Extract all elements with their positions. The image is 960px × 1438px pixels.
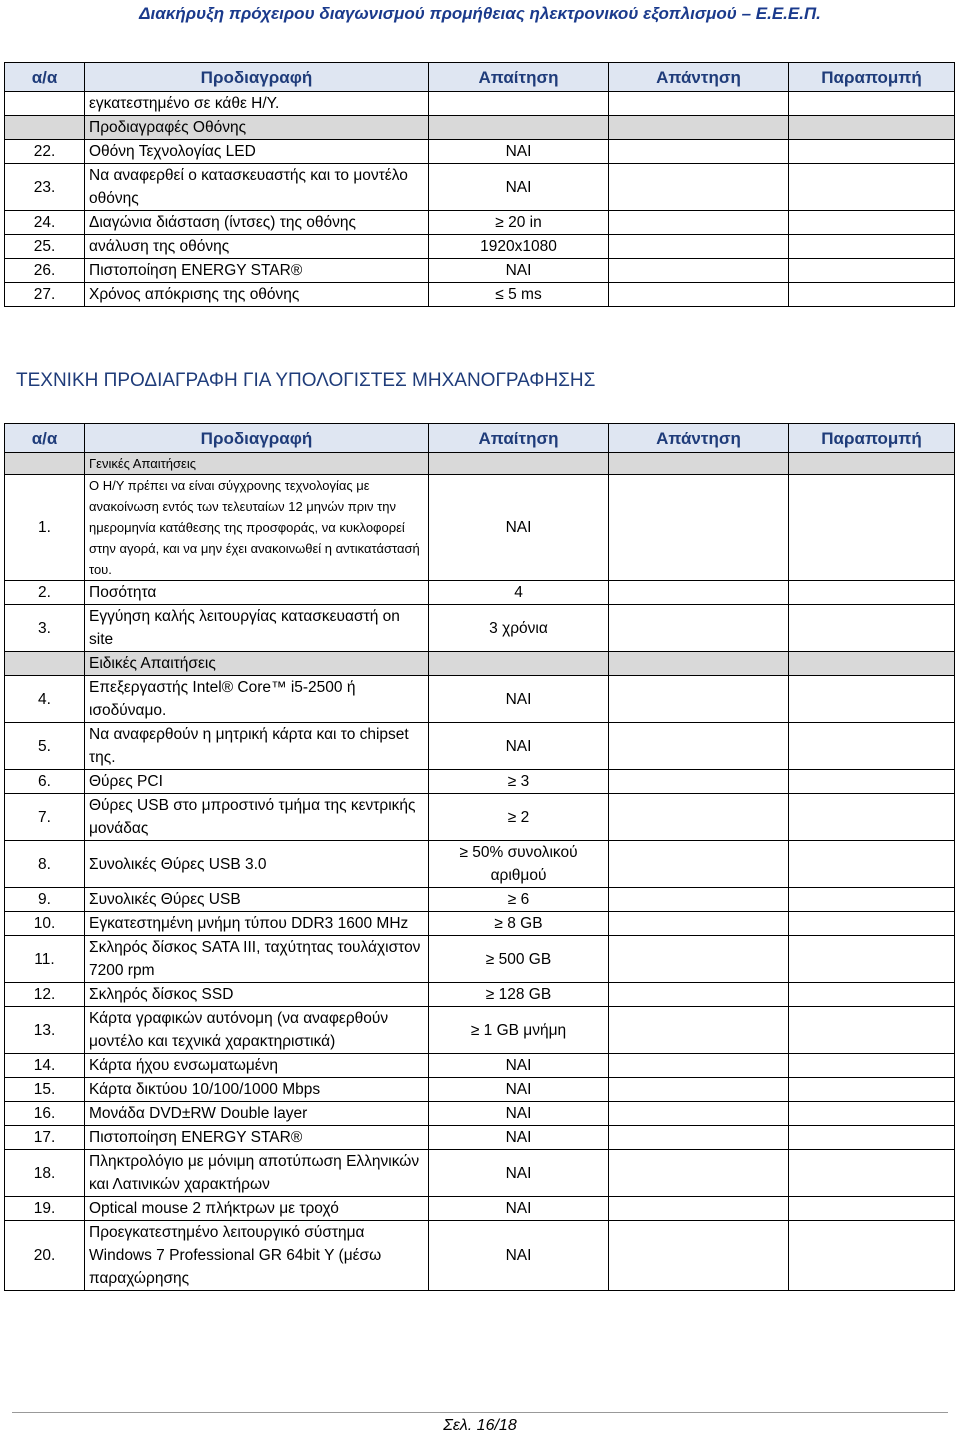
row-requirement bbox=[429, 652, 609, 676]
row-number: 16. bbox=[5, 1102, 85, 1126]
row-spec: Να αναφερθούν η μητρική κάρτα και το chipset της. bbox=[85, 723, 429, 770]
row-number bbox=[5, 453, 85, 475]
row-reference bbox=[789, 1126, 955, 1150]
row-answer bbox=[609, 676, 789, 723]
row-spec: Πληκτρολόγιο με μόνιμη αποτύπωση Ελληνικών και Λατινικών χαρακτήρων bbox=[85, 1150, 429, 1197]
table-row bbox=[5, 259, 955, 283]
row-requirement: ΝΑΙ bbox=[429, 1221, 609, 1291]
col-header-ref: Παραπομπή bbox=[789, 63, 955, 92]
table-row bbox=[5, 475, 955, 581]
row-reference bbox=[789, 475, 955, 581]
row-spec: Σκληρός δίσκος SATA III, ταχύτητας τουλάχιστον 7200 rpm bbox=[85, 936, 429, 983]
subsection-row bbox=[5, 453, 955, 475]
row-spec: Να αναφερθεί ο κατασκευαστής και το μοντέλο οθόνης bbox=[85, 164, 429, 211]
row-number: 14. bbox=[5, 1054, 85, 1078]
row-requirement: ≥ 500 GB bbox=[429, 936, 609, 983]
table-row bbox=[5, 983, 955, 1007]
row-answer bbox=[609, 888, 789, 912]
row-requirement: ≥ 2 bbox=[429, 794, 609, 841]
row-spec: Πιστοποίηση ENERGY STAR® bbox=[85, 259, 429, 283]
row-spec: Προεγκατεστημένο λειτουργικό σύστημα Windows 7 Professional GR 64bit Υ (μέσω παραχώρησης bbox=[85, 1221, 429, 1291]
col-header-req: Απαίτηση bbox=[429, 63, 609, 92]
row-reference bbox=[789, 983, 955, 1007]
row-answer bbox=[609, 1221, 789, 1291]
row-spec: Ειδικές Απαιτήσεις bbox=[85, 652, 429, 676]
row-number bbox=[5, 652, 85, 676]
row-reference bbox=[789, 1197, 955, 1221]
row-number: 7. bbox=[5, 794, 85, 841]
col-header-answer: Απάντηση bbox=[609, 424, 789, 453]
row-requirement: 3 χρόνια bbox=[429, 605, 609, 652]
subsection-row bbox=[5, 116, 955, 140]
row-requirement: ΝΑΙ bbox=[429, 1197, 609, 1221]
row-answer bbox=[609, 912, 789, 936]
row-number: 3. bbox=[5, 605, 85, 652]
table-row bbox=[5, 581, 955, 605]
row-answer bbox=[609, 581, 789, 605]
row-requirement: ΝΑΙ bbox=[429, 1150, 609, 1197]
row-reference bbox=[789, 259, 955, 283]
table-row bbox=[5, 794, 955, 841]
row-answer bbox=[609, 283, 789, 307]
table-row bbox=[5, 1221, 955, 1291]
row-number: 24. bbox=[5, 211, 85, 235]
row-number: 20. bbox=[5, 1221, 85, 1291]
row-number: 2. bbox=[5, 581, 85, 605]
row-answer bbox=[609, 1007, 789, 1054]
row-requirement: ΝΑΙ bbox=[429, 140, 609, 164]
row-number: 5. bbox=[5, 723, 85, 770]
row-reference bbox=[789, 1007, 955, 1054]
row-spec: Εγκατεστημένη μνήμη τύπου DDR3 1600 MHz bbox=[85, 912, 429, 936]
col-header-spec: Προδιαγραφή bbox=[85, 424, 429, 453]
table-row bbox=[5, 888, 955, 912]
col-header-num: α/α bbox=[5, 63, 85, 92]
row-answer bbox=[609, 770, 789, 794]
row-spec: Οθόνη Τεχνολογίας LED bbox=[85, 140, 429, 164]
row-reference bbox=[789, 1102, 955, 1126]
row-reference bbox=[789, 841, 955, 888]
row-number: 9. bbox=[5, 888, 85, 912]
row-reference bbox=[789, 283, 955, 307]
row-number: 23. bbox=[5, 164, 85, 211]
row-reference bbox=[789, 1054, 955, 1078]
table-row bbox=[5, 605, 955, 652]
row-answer bbox=[609, 1102, 789, 1126]
row-spec: Γενικές Απαιτήσεις bbox=[85, 453, 429, 475]
footer-divider bbox=[12, 1412, 948, 1413]
row-number: 4. bbox=[5, 676, 85, 723]
subsection-row bbox=[5, 652, 955, 676]
row-number: 10. bbox=[5, 912, 85, 936]
row-requirement: ≥ 20 in bbox=[429, 211, 609, 235]
row-number: 26. bbox=[5, 259, 85, 283]
row-reference bbox=[789, 676, 955, 723]
row-spec: Προδιαγραφές Οθόνης bbox=[85, 116, 429, 140]
row-spec: Συνολικές Θύρες USB bbox=[85, 888, 429, 912]
row-number: 25. bbox=[5, 235, 85, 259]
row-spec: Διαγώνια διάσταση (ίντσες) της οθόνης bbox=[85, 211, 429, 235]
table-row bbox=[5, 92, 955, 116]
row-reference bbox=[789, 1150, 955, 1197]
section-title: ΤΕΧΝΙΚΗ ΠΡΟΔΙΑΓΡΑΦΗ ΓΙΑ ΥΠΟΛΟΓΙΣΤΕΣ ΜΗΧΑΝΟΓΡΑΦΗΣΗΣ bbox=[16, 370, 596, 391]
row-reference bbox=[789, 140, 955, 164]
row-reference bbox=[789, 92, 955, 116]
row-requirement: ΝΑΙ bbox=[429, 475, 609, 581]
row-answer bbox=[609, 164, 789, 211]
row-reference bbox=[789, 116, 955, 140]
col-header-answer: Απάντηση bbox=[609, 63, 789, 92]
row-requirement: ≥ 6 bbox=[429, 888, 609, 912]
row-answer bbox=[609, 936, 789, 983]
row-answer bbox=[609, 475, 789, 581]
row-number bbox=[5, 116, 85, 140]
table-row bbox=[5, 283, 955, 307]
row-spec: Συνολικές Θύρες USB 3.0 bbox=[85, 841, 429, 888]
table-header-row bbox=[5, 63, 955, 92]
row-answer bbox=[609, 841, 789, 888]
row-number: 13. bbox=[5, 1007, 85, 1054]
row-reference bbox=[789, 912, 955, 936]
row-reference bbox=[789, 794, 955, 841]
row-requirement: ΝΑΙ bbox=[429, 164, 609, 211]
row-number: 1. bbox=[5, 475, 85, 581]
row-spec: Χρόνος απόκρισης της οθόνης bbox=[85, 283, 429, 307]
row-answer bbox=[609, 983, 789, 1007]
col-header-spec: Προδιαγραφή bbox=[85, 63, 429, 92]
row-reference bbox=[789, 770, 955, 794]
table-row bbox=[5, 912, 955, 936]
row-reference bbox=[789, 723, 955, 770]
row-answer bbox=[609, 116, 789, 140]
row-answer bbox=[609, 259, 789, 283]
row-spec: Σκληρός δίσκος SSD bbox=[85, 983, 429, 1007]
row-reference bbox=[789, 936, 955, 983]
row-requirement bbox=[429, 92, 609, 116]
row-requirement: ΝΑΙ bbox=[429, 1054, 609, 1078]
row-number: 11. bbox=[5, 936, 85, 983]
row-requirement: ≥ 50% συνολικού αριθμού bbox=[429, 841, 609, 888]
col-header-req: Απαίτηση bbox=[429, 424, 609, 453]
row-number: 22. bbox=[5, 140, 85, 164]
row-number: 27. bbox=[5, 283, 85, 307]
row-spec: Επεξεργαστής Intel® Core™ i5-2500 ή ισοδύναμο. bbox=[85, 676, 429, 723]
row-spec: ανάλυση της οθόνης bbox=[85, 235, 429, 259]
row-requirement: ΝΑΙ bbox=[429, 259, 609, 283]
table-row bbox=[5, 235, 955, 259]
row-number: 6. bbox=[5, 770, 85, 794]
pc-spec-table bbox=[4, 423, 955, 1291]
row-answer bbox=[609, 1197, 789, 1221]
table-row bbox=[5, 936, 955, 983]
table-row bbox=[5, 676, 955, 723]
row-requirement: ΝΑΙ bbox=[429, 1102, 609, 1126]
table-row bbox=[5, 1078, 955, 1102]
row-spec: Κάρτα ήχου ενσωματωμένη bbox=[85, 1054, 429, 1078]
row-spec: Optical mouse 2 πλήκτρων με τροχό bbox=[85, 1197, 429, 1221]
row-reference bbox=[789, 888, 955, 912]
table-row bbox=[5, 140, 955, 164]
table-row bbox=[5, 1102, 955, 1126]
row-number: 8. bbox=[5, 841, 85, 888]
row-requirement: ≥ 3 bbox=[429, 770, 609, 794]
row-requirement: ≥ 8 GB bbox=[429, 912, 609, 936]
table-row bbox=[5, 841, 955, 888]
col-header-num: α/α bbox=[5, 424, 85, 453]
row-number: 18. bbox=[5, 1150, 85, 1197]
table-row bbox=[5, 211, 955, 235]
table-row bbox=[5, 1007, 955, 1054]
row-requirement bbox=[429, 116, 609, 140]
row-number: 17. bbox=[5, 1126, 85, 1150]
table-row bbox=[5, 1197, 955, 1221]
row-requirement: ≥ 128 GB bbox=[429, 983, 609, 1007]
row-spec: Ποσότητα bbox=[85, 581, 429, 605]
row-reference bbox=[789, 453, 955, 475]
row-reference bbox=[789, 605, 955, 652]
row-spec: Θύρες USB στο μπροστινό τμήμα της κεντρικής μονάδας bbox=[85, 794, 429, 841]
table-row bbox=[5, 770, 955, 794]
row-requirement: ΝΑΙ bbox=[429, 1078, 609, 1102]
row-spec: Πιστοποίηση ENERGY STAR® bbox=[85, 1126, 429, 1150]
row-reference bbox=[789, 652, 955, 676]
row-spec: Μονάδα DVD±RW Double layer bbox=[85, 1102, 429, 1126]
row-requirement: ΝΑΙ bbox=[429, 723, 609, 770]
row-answer bbox=[609, 92, 789, 116]
row-requirement: ≤ 5 ms bbox=[429, 283, 609, 307]
row-spec: Κάρτα γραφικών αυτόνομη (να αναφερθούν μοντέλο και τεχνικά χαρακτηριστικά) bbox=[85, 1007, 429, 1054]
row-reference bbox=[789, 211, 955, 235]
row-reference bbox=[789, 235, 955, 259]
row-answer bbox=[609, 605, 789, 652]
row-answer bbox=[609, 1054, 789, 1078]
row-spec: Ο Η/Υ πρέπει να είναι σύγχρονης τεχνολογίας με ανακοίνωση εντός των τελευταίων 12 μηνών πριν την ημερομηνία κατάθεσης της προσφοράς, να κυκλοφορεί στην αγορά, και να μην έχει ανακοινωθεί η αντικατάστασή του. bbox=[85, 475, 429, 581]
row-reference bbox=[789, 164, 955, 211]
row-spec: Κάρτα δικτύου 10/100/1000 Mbps bbox=[85, 1078, 429, 1102]
table-header-row bbox=[5, 424, 955, 453]
row-answer bbox=[609, 794, 789, 841]
monitor-spec-table bbox=[4, 62, 955, 307]
row-reference bbox=[789, 1078, 955, 1102]
row-answer bbox=[609, 453, 789, 475]
row-answer bbox=[609, 235, 789, 259]
row-answer bbox=[609, 1078, 789, 1102]
document-header: Διακήρυξη πρόχειρου διαγωνισμού προμήθειας ηλεκτρονικού εξοπλισμού – Ε.Ε.Ε.Π. bbox=[139, 4, 821, 23]
row-number: 12. bbox=[5, 983, 85, 1007]
row-number: 19. bbox=[5, 1197, 85, 1221]
row-requirement: 4 bbox=[429, 581, 609, 605]
row-requirement: ΝΑΙ bbox=[429, 676, 609, 723]
row-spec: Εγγύηση καλής λειτουργίας κατασκευαστή on site bbox=[85, 605, 429, 652]
row-spec: εγκατεστημένο σε κάθε Η/Υ. bbox=[85, 92, 429, 116]
row-requirement: 1920x1080 bbox=[429, 235, 609, 259]
table-row bbox=[5, 1054, 955, 1078]
table-row bbox=[5, 164, 955, 211]
row-answer bbox=[609, 1150, 789, 1197]
col-header-ref: Παραπομπή bbox=[789, 424, 955, 453]
row-number: 15. bbox=[5, 1078, 85, 1102]
row-answer bbox=[609, 1126, 789, 1150]
row-answer bbox=[609, 140, 789, 164]
page-number: Σελ. 16/18 bbox=[443, 1417, 517, 1434]
table-row bbox=[5, 1126, 955, 1150]
row-spec: Θύρες PCI bbox=[85, 770, 429, 794]
row-answer bbox=[609, 652, 789, 676]
row-reference bbox=[789, 1221, 955, 1291]
row-requirement: ≥ 1 GB μνήμη bbox=[429, 1007, 609, 1054]
row-requirement bbox=[429, 453, 609, 475]
row-number bbox=[5, 92, 85, 116]
row-answer bbox=[609, 211, 789, 235]
row-answer bbox=[609, 723, 789, 770]
table-row bbox=[5, 723, 955, 770]
row-reference bbox=[789, 581, 955, 605]
table-row bbox=[5, 1150, 955, 1197]
row-requirement: ΝΑΙ bbox=[429, 1126, 609, 1150]
